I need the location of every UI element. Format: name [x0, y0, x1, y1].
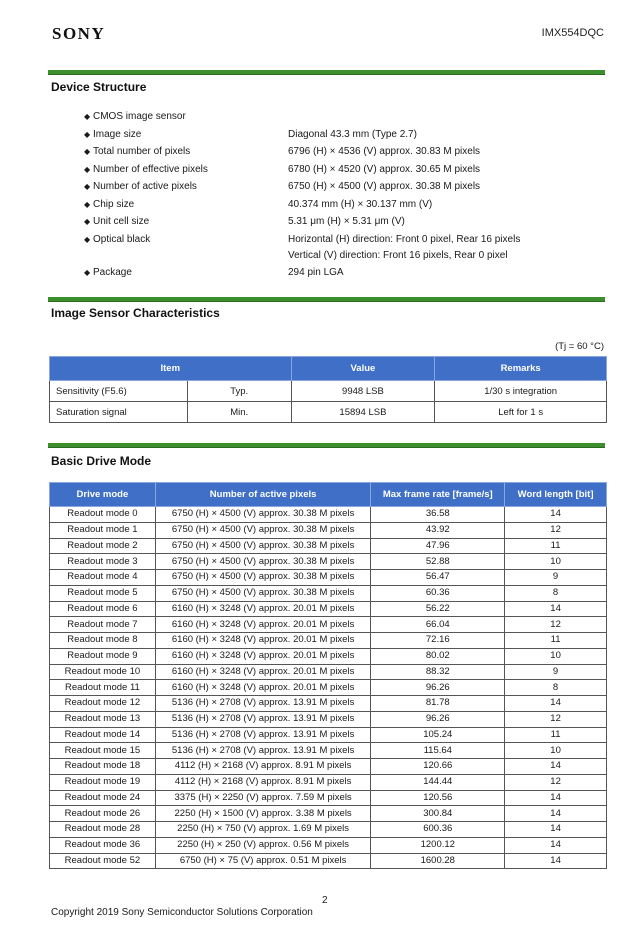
cell-mode: Readout mode 8: [50, 633, 156, 649]
cell-pixels: 6750 (H) × 4500 (V) approx. 30.38 M pixels: [155, 570, 371, 586]
table-row: [50, 648, 607, 664]
cell-fps: 47.96: [371, 538, 505, 554]
spec-value: 6780 (H) × 4520 (V) approx. 30.65 M pixels: [288, 163, 481, 175]
diamond-bullet-icon: ◆: [84, 112, 91, 121]
cell-mode: Readout mode 24: [50, 790, 156, 806]
cell-fps: 115.64: [371, 743, 505, 759]
spec-label-text: Chip size: [93, 198, 135, 210]
spec-row: [84, 126, 604, 144]
header-word-length: Word length [bit]: [505, 483, 607, 507]
table-row: [50, 633, 607, 649]
table-row: [50, 806, 607, 822]
diamond-bullet-icon: ◆: [84, 234, 91, 244]
spec-label-text: Package: [93, 267, 132, 278]
cell-fps: 81.78: [371, 696, 505, 712]
spec-row: [84, 108, 604, 126]
page-header: [52, 24, 604, 44]
cell-mode: Readout mode 36: [50, 837, 156, 853]
cell-fps: 96.26: [371, 680, 505, 696]
cell-mode: Readout mode 28: [50, 822, 156, 838]
table-row: [50, 727, 607, 743]
cell-bits: 12: [505, 617, 607, 633]
spec-row: [84, 161, 604, 179]
diamond-bullet-icon: ◆: [84, 199, 91, 209]
table-row: [50, 696, 607, 712]
cell-fps: 96.26: [371, 711, 505, 727]
diamond-bullet-icon: ◆: [84, 164, 91, 174]
copyright-text: Copyright 2019 Sony Semiconductor Solutions Corporation: [51, 907, 313, 918]
cell-mode: Readout mode 3: [50, 554, 156, 570]
table-row: [50, 853, 607, 869]
cell-mode: Readout mode 12: [50, 696, 156, 712]
table-row: [50, 774, 607, 790]
cell-bits: 11: [505, 727, 607, 743]
cell-pixels: 4112 (H) × 2168 (V) approx. 8.91 M pixels: [155, 759, 371, 775]
section-divider-drive: [48, 443, 605, 448]
table-row: [50, 711, 607, 727]
header-remarks: Remarks: [435, 357, 607, 381]
table-row: [50, 402, 607, 423]
cell-bits: 11: [505, 538, 607, 554]
cell-bits: 14: [505, 822, 607, 838]
cell-pixels: 6160 (H) × 3248 (V) approx. 20.01 M pixels: [155, 648, 371, 664]
cell-bits: 9: [505, 664, 607, 680]
cell-mode: Readout mode 9: [50, 648, 156, 664]
spec-label-text: Unit cell size: [93, 216, 150, 227]
cell-pixels: 6160 (H) × 3248 (V) approx. 20.01 M pixels: [155, 617, 371, 633]
spec-row: [84, 213, 604, 231]
table-row: [50, 617, 607, 633]
table-row: [50, 554, 607, 570]
spec-value: Horizontal (H) direction: Front 0 pixel, Rear 16 pixels: [288, 233, 521, 245]
spec-label-text: Image size: [93, 128, 142, 140]
cell-pixels: 2250 (H) × 250 (V) approx. 0.56 M pixels: [155, 837, 371, 853]
cell-bits: 11: [505, 633, 607, 649]
cell-qualifier: Typ.: [187, 381, 291, 402]
cell-pixels: 5136 (H) × 2708 (V) approx. 13.91 M pixels: [155, 711, 371, 727]
spec-row: [84, 196, 604, 214]
spec-label: [84, 143, 190, 161]
cell-fps: 105.24: [371, 727, 505, 743]
cell-pixels: 6160 (H) × 3248 (V) approx. 20.01 M pixels: [155, 680, 371, 696]
cell-mode: Readout mode 19: [50, 774, 156, 790]
table-row: [50, 570, 607, 586]
cell-mode: Readout mode 2: [50, 538, 156, 554]
cell-bits: 8: [505, 680, 607, 696]
cell-pixels: 6750 (H) × 4500 (V) approx. 30.38 M pixels: [155, 507, 371, 523]
cell-pixels: 6750 (H) × 4500 (V) approx. 30.38 M pixels: [155, 554, 371, 570]
table-row: [50, 381, 607, 402]
cell-mode: Readout mode 0: [50, 507, 156, 523]
cell-mode: Readout mode 10: [50, 664, 156, 680]
cell-item: Sensitivity (F5.6): [50, 381, 188, 402]
cell-bits: 14: [505, 759, 607, 775]
table-row: [50, 680, 607, 696]
drive-header-row: [50, 483, 607, 507]
cell-bits: 10: [505, 743, 607, 759]
cell-bits: 14: [505, 806, 607, 822]
table-row: [50, 759, 607, 775]
table-row: [50, 585, 607, 601]
cell-qualifier: Min.: [187, 402, 291, 423]
spec-label: [84, 126, 141, 144]
drive-mode-table: [49, 482, 607, 869]
device-structure-title: Device Structure: [51, 80, 147, 94]
cell-value: 15894 LSB: [291, 402, 435, 423]
cell-fps: 36.58: [371, 507, 505, 523]
cell-mode: Readout mode 7: [50, 617, 156, 633]
cell-bits: 10: [505, 648, 607, 664]
section-divider-characteristics: [48, 297, 605, 302]
cell-mode: Readout mode 6: [50, 601, 156, 617]
spec-label: [84, 178, 197, 196]
cell-pixels: 6160 (H) × 3248 (V) approx. 20.01 M pixels: [155, 664, 371, 680]
table-row: [50, 538, 607, 554]
table-row: [50, 822, 607, 838]
spec-label-text: Number of effective pixels: [93, 163, 208, 175]
cell-pixels: 6750 (H) × 4500 (V) approx. 30.38 M pixels: [155, 538, 371, 554]
cell-pixels: 6750 (H) × 75 (V) approx. 0.51 M pixels: [155, 853, 371, 869]
cell-bits: 14: [505, 696, 607, 712]
cell-bits: 12: [505, 522, 607, 538]
cell-mode: Readout mode 14: [50, 727, 156, 743]
temperature-condition: (Tj = 60 °C): [555, 341, 604, 352]
spec-value: 40.374 mm (H) × 30.137 mm (V): [288, 198, 433, 210]
characteristics-header-row: [50, 357, 607, 381]
cell-fps: 72.16: [371, 633, 505, 649]
spec-value: Vertical (V) direction: Front 16 pixels, Rear 0 pixel: [288, 250, 508, 261]
cell-remarks: Left for 1 s: [435, 402, 607, 423]
drive-mode-title: Basic Drive Mode: [51, 454, 152, 468]
cell-remarks: 1/30 s integration: [435, 381, 607, 402]
table-row: [50, 743, 607, 759]
cell-fps: 80.02: [371, 648, 505, 664]
table-row: [50, 790, 607, 806]
cell-pixels: 6750 (H) × 4500 (V) approx. 30.38 M pixels: [155, 522, 371, 538]
cell-fps: 120.56: [371, 790, 505, 806]
cell-fps: 120.66: [371, 759, 505, 775]
header-value: Value: [291, 357, 435, 381]
cell-pixels: 2250 (H) × 1500 (V) approx. 3.38 M pixels: [155, 806, 371, 822]
header-item: Item: [50, 357, 292, 381]
spec-label: [84, 196, 134, 214]
header-active-pixels: Number of active pixels: [155, 483, 371, 507]
spec-value: 294 pin LGA: [288, 267, 344, 278]
cell-bits: 14: [505, 837, 607, 853]
cell-fps: 1600.28: [371, 853, 505, 869]
cell-bits: 12: [505, 774, 607, 790]
cell-pixels: 6160 (H) × 3248 (V) approx. 20.01 M pixels: [155, 601, 371, 617]
cell-pixels: 6750 (H) × 4500 (V) approx. 30.38 M pixels: [155, 585, 371, 601]
table-row: [50, 522, 607, 538]
cell-fps: 56.47: [371, 570, 505, 586]
spec-value: 6750 (H) × 4500 (V) approx. 30.38 M pixels: [288, 181, 481, 192]
cell-value: 9948 LSB: [291, 381, 435, 402]
spec-row: [84, 264, 604, 282]
spec-value: Diagonal 43.3 mm (Type 2.7): [288, 128, 417, 140]
cell-pixels: 6160 (H) × 3248 (V) approx. 20.01 M pixels: [155, 633, 371, 649]
spec-label: [84, 108, 186, 126]
cell-pixels: 5136 (H) × 2708 (V) approx. 13.91 M pixels: [155, 727, 371, 743]
spec-row: [84, 231, 604, 249]
cell-fps: 1200.12: [371, 837, 505, 853]
cell-fps: 144.44: [371, 774, 505, 790]
device-spec-list: [84, 108, 604, 282]
diamond-bullet-icon: ◆: [84, 217, 91, 226]
cell-mode: Readout mode 13: [50, 711, 156, 727]
table-row: [50, 601, 607, 617]
header-max-frame-rate: Max frame rate [frame/s]: [371, 483, 505, 507]
cell-bits: 14: [505, 853, 607, 869]
cell-fps: 88.32: [371, 664, 505, 680]
spec-value: 5.31 μm (H) × 5.31 μm (V): [288, 216, 405, 227]
diamond-bullet-icon: ◆: [84, 147, 91, 156]
diamond-bullet-icon: ◆: [84, 268, 91, 277]
model-number: IMX554DQC: [541, 27, 604, 39]
table-row: [50, 664, 607, 680]
cell-mode: Readout mode 5: [50, 585, 156, 601]
cell-pixels: 3375 (H) × 2250 (V) approx. 7.59 M pixels: [155, 790, 371, 806]
page-number: 2: [322, 895, 328, 906]
cell-mode: Readout mode 52: [50, 853, 156, 869]
sony-logo: SONY: [52, 24, 106, 43]
spec-label-text: CMOS image sensor: [93, 111, 186, 122]
cell-fps: 300.84: [371, 806, 505, 822]
cell-fps: 60.36: [371, 585, 505, 601]
cell-mode: Readout mode 15: [50, 743, 156, 759]
spec-label-text: Number of active pixels: [93, 181, 197, 192]
cell-fps: 43.92: [371, 522, 505, 538]
cell-mode: Readout mode 18: [50, 759, 156, 775]
cell-fps: 52.88: [371, 554, 505, 570]
cell-bits: 14: [505, 601, 607, 617]
header-drive-mode: Drive mode: [50, 483, 156, 507]
spec-row: [84, 248, 604, 264]
section-divider-device: [48, 70, 605, 75]
cell-mode: Readout mode 11: [50, 680, 156, 696]
cell-bits: 14: [505, 790, 607, 806]
cell-mode: Readout mode 26: [50, 806, 156, 822]
cell-bits: 10: [505, 554, 607, 570]
characteristics-title: Image Sensor Characteristics: [51, 306, 220, 320]
spec-label-text: Total number of pixels: [93, 146, 191, 157]
cell-bits: 9: [505, 570, 607, 586]
spec-row: [84, 178, 604, 196]
spec-label: [84, 161, 208, 179]
cell-pixels: 4112 (H) × 2168 (V) approx. 8.91 M pixels: [155, 774, 371, 790]
cell-bits: 12: [505, 711, 607, 727]
spec-value: 6796 (H) × 4536 (V) approx. 30.83 M pixels: [288, 146, 481, 157]
spec-row: [84, 143, 604, 161]
characteristics-table: [49, 356, 607, 423]
cell-mode: Readout mode 4: [50, 570, 156, 586]
spec-label: [84, 264, 132, 282]
cell-bits: 14: [505, 507, 607, 523]
spec-label: [84, 213, 149, 231]
diamond-bullet-icon: ◆: [84, 182, 91, 191]
cell-pixels: 2250 (H) × 750 (V) approx. 1.69 M pixels: [155, 822, 371, 838]
cell-mode: Readout mode 1: [50, 522, 156, 538]
spec-label: [84, 231, 150, 249]
table-row: [50, 837, 607, 853]
cell-fps: 66.04: [371, 617, 505, 633]
cell-pixels: 5136 (H) × 2708 (V) approx. 13.91 M pixels: [155, 743, 371, 759]
cell-item: Saturation signal: [50, 402, 188, 423]
spec-label-text: Optical black: [93, 233, 151, 245]
cell-fps: 56.22: [371, 601, 505, 617]
cell-pixels: 5136 (H) × 2708 (V) approx. 13.91 M pixels: [155, 696, 371, 712]
cell-bits: 8: [505, 585, 607, 601]
cell-fps: 600.36: [371, 822, 505, 838]
table-row: [50, 507, 607, 523]
diamond-bullet-icon: ◆: [84, 129, 91, 139]
